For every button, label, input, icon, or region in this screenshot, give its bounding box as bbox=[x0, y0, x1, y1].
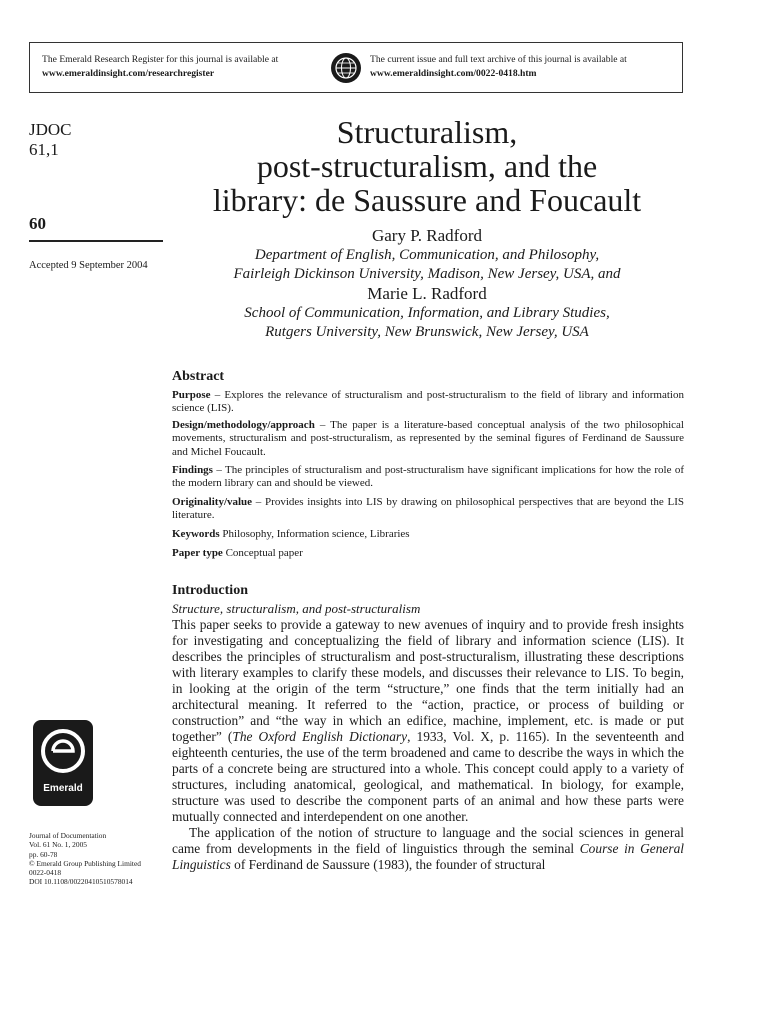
globe-icon bbox=[330, 52, 362, 84]
journal-info bbox=[29, 831, 169, 887]
body-text bbox=[172, 617, 684, 873]
paragraph bbox=[172, 617, 684, 825]
accepted-date: Accepted 9 September 2004 bbox=[29, 260, 148, 271]
citation-title: Course in General Linguistics bbox=[172, 841, 684, 872]
abstract-keywords bbox=[172, 528, 684, 541]
introduction-heading: Introduction bbox=[172, 583, 248, 598]
author-affiliation: Fairleigh Dickinson University, Madison, New Jersey, USA, and bbox=[233, 266, 621, 282]
research-register-notice bbox=[42, 53, 342, 81]
journal-info-line: © Emerald Group Publishing Limited bbox=[29, 858, 141, 868]
abstract-purpose bbox=[172, 389, 684, 416]
abstract-keywords-text: Philosophy, Information science, Libraries bbox=[219, 528, 410, 540]
abstract-design-text: – The paper is a literature-based conceptual analysis of the two philosophical movements, structuralism and post-structuralism, as represented by the seminal figures of Ferdinand de Saussure and Michel Foucault. bbox=[172, 419, 684, 458]
abstract-keywords-label: Keywords bbox=[172, 528, 220, 540]
author-affiliation: School of Communication, Information, and Library Studies, bbox=[244, 305, 610, 321]
abstract-design-label: Design/methodology/approach bbox=[172, 419, 315, 431]
paragraph-text: This paper seeks to provide a gateway to new avenues of inquiry and to provide fresh insights for investigating and conceptualizing the field of library and information science (LIS). It describes the principles of structuralism and post-structuralism, illustrating these descriptions with literary examples to clarify these models, and discusses their relevance to LIS. To begin, in looking at the origin of the term “structure,” one finds that the term initially had an architectural meaning. It referred to the “action, practice, or process of building or construction” and “the way in which an edifice, machine, implement, etc. is made or put together” ( bbox=[172, 617, 684, 744]
paragraph-text: of Ferdinand de Saussure (1983), the founder of structural bbox=[230, 857, 546, 872]
page-number: 60 bbox=[29, 214, 46, 233]
author-affiliation: Department of English, Communication, and Philosophy, bbox=[254, 247, 600, 263]
research-register-text: The Emerald Research Register for this journal is available at bbox=[42, 54, 279, 65]
journal-reference bbox=[29, 120, 72, 160]
abstract-heading: Abstract bbox=[172, 369, 225, 384]
research-register-link[interactable]: www.emeraldinsight.com/researchregister bbox=[42, 68, 215, 79]
abstract-purpose-label: Purpose bbox=[172, 389, 211, 401]
paragraph bbox=[172, 825, 684, 873]
title-line: Structuralism, bbox=[336, 114, 518, 150]
abstract-originality-label: Originality/value bbox=[172, 496, 253, 508]
abstract-paper-type-label: Paper type bbox=[172, 547, 223, 559]
abstract-paper-type bbox=[172, 547, 684, 560]
full-text-archive-link[interactable]: www.emeraldinsight.com/0022-0418.htm bbox=[370, 68, 537, 79]
abstract-paper-type-text: Conceptual paper bbox=[222, 547, 303, 559]
full-text-archive-text: The current issue and full text archive of this journal is available at bbox=[370, 54, 627, 65]
journal-info-line: pp. 60-78 bbox=[29, 849, 58, 859]
journal-info-line: DOI 10.1108/00220410510578014 bbox=[29, 877, 133, 887]
journal-info-line: 0022-0418 bbox=[29, 868, 62, 878]
abstract-design bbox=[172, 419, 684, 459]
header-banner bbox=[29, 42, 683, 93]
journal-volume: 61,1 bbox=[29, 140, 59, 159]
paragraph-text: , 1933, Vol. X, p. 1165). In the seventeenth and eighteenth centuries, the use of the term broadened and came to describe the ways in which the parts of a concrete being are structured into a whole. This concept could apply to a variety of structures, including anatomical, geological, and mathematical. In biology, for example, structure was used to describe the component parts of an animal and how these parts were mutually connected and interdependent on one another. bbox=[172, 729, 685, 824]
journal-info-line: Vol. 61 No. 1, 2005 bbox=[29, 840, 87, 850]
abstract-originality-text: – Provides insights into LIS by drawing on philosophical perspectives that are beyond the LIS literature. bbox=[172, 496, 684, 522]
emerald-logo-label: Emerald bbox=[43, 783, 83, 794]
journal-abbrev: JDOC bbox=[29, 120, 72, 139]
abstract-findings bbox=[172, 464, 684, 491]
emerald-logo bbox=[33, 720, 93, 806]
full-text-archive-notice bbox=[370, 53, 682, 81]
title-line: library: de Saussure and Foucault bbox=[212, 182, 642, 218]
emerald-logo-mark-icon bbox=[33, 720, 93, 780]
author-name: Marie L. Radford bbox=[367, 284, 487, 303]
abstract-findings-text: – The principles of structuralism and post-structuralism have significant implications for how the role of the modern library can and should be viewed. bbox=[172, 464, 684, 490]
introduction-subheading: Structure, structuralism, and post-structuralism bbox=[172, 601, 421, 616]
abstract-purpose-text: – Explores the relevance of structuralism and post-structuralism to the field of library and information science (LIS). bbox=[172, 389, 684, 415]
page-number-rule bbox=[29, 240, 163, 242]
author-affiliation: Rutgers University, New Brunswick, New Jersey, USA bbox=[265, 324, 589, 340]
abstract-originality bbox=[172, 496, 684, 523]
paragraph-text: The application of the notion of structure to language and the social sciences in general came from developments in the field of linguistics through the seminal bbox=[172, 825, 684, 856]
citation-title: The Oxford English Dictionary bbox=[232, 729, 408, 744]
title-line: post-structuralism, and the bbox=[256, 148, 598, 184]
abstract-findings-label: Findings bbox=[172, 464, 213, 476]
author-name: Gary P. Radford bbox=[371, 226, 482, 245]
journal-info-line: Journal of Documentation bbox=[29, 831, 107, 840]
article-title bbox=[171, 115, 683, 217]
